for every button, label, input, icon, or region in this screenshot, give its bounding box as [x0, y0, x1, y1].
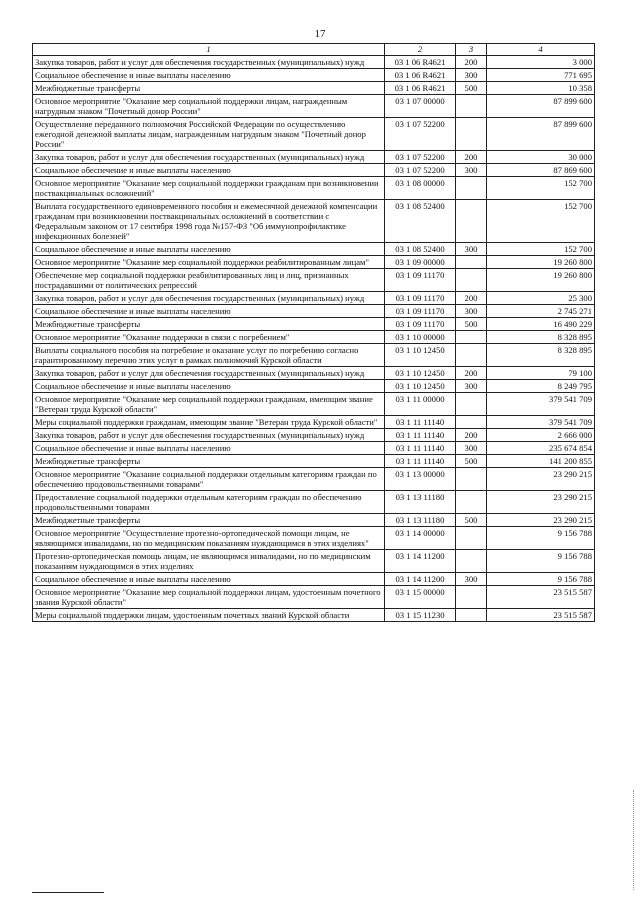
row-name-cell: Протезно-ортопедическая помощь лицам, не являющимся инвалидами, но по медицинским показаниям нуждающимся в этих изделиях	[33, 550, 385, 573]
table-row	[33, 151, 595, 164]
row-amount-cell: 3 000	[487, 56, 595, 69]
row-expense-type-cell	[456, 269, 487, 292]
table-row	[33, 200, 595, 243]
row-name-cell: Закупка товаров, работ и услуг для обеспечения государственных (муниципальных) нужд	[33, 292, 385, 305]
row-code-cell: 03 1 08 52400	[385, 200, 456, 243]
row-amount-cell: 8 328 895	[487, 344, 595, 367]
table-row	[33, 269, 595, 292]
row-expense-type-cell	[456, 416, 487, 429]
table-row	[33, 491, 595, 514]
row-amount-cell: 79 100	[487, 367, 595, 380]
row-amount-cell: 152 700	[487, 200, 595, 243]
row-code-cell: 03 1 07 52200	[385, 151, 456, 164]
table-row	[33, 331, 595, 344]
row-name-cell: Межбюджетные трансферты	[33, 318, 385, 331]
table-row	[33, 56, 595, 69]
row-expense-type-cell: 300	[456, 380, 487, 393]
row-amount-cell: 379 541 709	[487, 416, 595, 429]
row-amount-cell: 23 515 587	[487, 586, 595, 609]
row-name-cell: Межбюджетные трансферты	[33, 455, 385, 468]
row-expense-type-cell	[456, 177, 487, 200]
row-name-cell: Меры социальной поддержки гражданам, имеющим звание "Ветеран труда Курской области"	[33, 416, 385, 429]
row-expense-type-cell: 200	[456, 56, 487, 69]
table-row	[33, 468, 595, 491]
row-name-cell: Закупка товаров, работ и услуг для обеспечения государственных (муниципальных) нужд	[33, 429, 385, 442]
row-amount-cell: 87 869 600	[487, 164, 595, 177]
row-amount-cell: 23 290 215	[487, 491, 595, 514]
table-row	[33, 164, 595, 177]
table-row	[33, 256, 595, 269]
budget-table	[32, 43, 595, 622]
row-name-cell: Межбюджетные трансферты	[33, 514, 385, 527]
row-code-cell: 03 1 09 00000	[385, 256, 456, 269]
table-row	[33, 442, 595, 455]
row-code-cell: 03 1 14 11200	[385, 550, 456, 573]
row-amount-cell: 23 290 215	[487, 468, 595, 491]
row-code-cell: 03 1 11 00000	[385, 393, 456, 416]
row-code-cell: 03 1 10 12450	[385, 380, 456, 393]
row-name-cell: Социальное обеспечение и иные выплаты населению	[33, 164, 385, 177]
row-name-cell: Закупка товаров, работ и услуг для обеспечения государственных (муниципальных) нужд	[33, 367, 385, 380]
row-code-cell: 03 1 14 00000	[385, 527, 456, 550]
row-expense-type-cell: 500	[456, 514, 487, 527]
table-row	[33, 95, 595, 118]
row-expense-type-cell: 300	[456, 164, 487, 177]
table-row	[33, 393, 595, 416]
table-row	[33, 318, 595, 331]
row-expense-type-cell: 300	[456, 69, 487, 82]
row-code-cell: 03 1 11 11140	[385, 442, 456, 455]
row-expense-type-cell	[456, 95, 487, 118]
row-code-cell: 03 1 09 11170	[385, 269, 456, 292]
row-name-cell: Обеспечение мер социальной поддержки реабилитированных лиц и лиц, признанных пострадавшими от политических репрессий	[33, 269, 385, 292]
row-amount-cell: 19 260 800	[487, 256, 595, 269]
table-row	[33, 292, 595, 305]
row-code-cell: 03 1 09 11170	[385, 292, 456, 305]
row-code-cell: 03 1 08 52400	[385, 243, 456, 256]
table-row	[33, 527, 595, 550]
row-expense-type-cell: 500	[456, 455, 487, 468]
table-row	[33, 586, 595, 609]
row-name-cell: Меры социальной поддержки лицам, удостоенным почетных званий Курской области	[33, 609, 385, 622]
row-name-cell: Социальное обеспечение и иные выплаты населению	[33, 573, 385, 586]
row-amount-cell: 379 541 709	[487, 393, 595, 416]
row-expense-type-cell	[456, 491, 487, 514]
column-number-1: 1	[33, 44, 385, 56]
row-expense-type-cell: 200	[456, 429, 487, 442]
row-expense-type-cell: 300	[456, 243, 487, 256]
footnote-divider	[32, 892, 104, 893]
row-amount-cell: 10 358	[487, 82, 595, 95]
row-amount-cell: 23 515 587	[487, 609, 595, 622]
row-code-cell: 03 1 06 R4621	[385, 56, 456, 69]
row-expense-type-cell: 500	[456, 318, 487, 331]
row-expense-type-cell: 200	[456, 151, 487, 164]
row-name-cell: Выплата государственного единовременного пособия и ежемесячной денежной компенсации гражданам при возникновении поствакцинальных осложнений в соответствии с Федеральным законом от 17 сентября 1998 года №157-ФЗ "Об иммунопрофилактике инфекционных болезней"	[33, 200, 385, 243]
table-row	[33, 305, 595, 318]
row-code-cell: 03 1 06 R4621	[385, 69, 456, 82]
row-code-cell: 03 1 08 00000	[385, 177, 456, 200]
row-expense-type-cell: 200	[456, 367, 487, 380]
row-name-cell: Закупка товаров, работ и услуг для обеспечения государственных (муниципальных) нужд	[33, 56, 385, 69]
table-row	[33, 69, 595, 82]
row-amount-cell: 141 200 855	[487, 455, 595, 468]
row-name-cell: Социальное обеспечение и иные выплаты населению	[33, 69, 385, 82]
table-row	[33, 429, 595, 442]
row-amount-cell: 23 290 215	[487, 514, 595, 527]
table-row	[33, 416, 595, 429]
row-code-cell: 03 1 14 11200	[385, 573, 456, 586]
margin-mark	[633, 790, 638, 890]
row-amount-cell: 152 700	[487, 243, 595, 256]
row-code-cell: 03 1 10 12450	[385, 344, 456, 367]
row-amount-cell: 30 000	[487, 151, 595, 164]
row-expense-type-cell	[456, 609, 487, 622]
row-expense-type-cell: 200	[456, 292, 487, 305]
row-amount-cell: 25 300	[487, 292, 595, 305]
row-name-cell: Основное мероприятие "Оказание мер социальной поддержки лицам, удостоенным почетного звания Курской области"	[33, 586, 385, 609]
table-row	[33, 550, 595, 573]
row-expense-type-cell	[456, 256, 487, 269]
row-expense-type-cell	[456, 344, 487, 367]
row-amount-cell: 87 899 600	[487, 118, 595, 151]
row-expense-type-cell	[456, 393, 487, 416]
row-amount-cell: 235 674 854	[487, 442, 595, 455]
row-amount-cell: 9 156 788	[487, 573, 595, 586]
row-code-cell: 03 1 07 52200	[385, 118, 456, 151]
row-code-cell: 03 1 10 00000	[385, 331, 456, 344]
row-name-cell: Предоставление социальной поддержки отдельным категориям граждан по обеспечению продовольственными товарами	[33, 491, 385, 514]
row-code-cell: 03 1 09 11170	[385, 305, 456, 318]
row-code-cell: 03 1 11 11140	[385, 416, 456, 429]
row-expense-type-cell	[456, 468, 487, 491]
column-number-3: 3	[456, 44, 487, 56]
row-amount-cell: 19 260 800	[487, 269, 595, 292]
row-name-cell: Осуществление переданного полномочия Российской Федерации по осуществлению ежегодной денежной выплаты лицам, награжденным нагрудным знаком "Почетный донор России"	[33, 118, 385, 151]
row-amount-cell: 2 745 271	[487, 305, 595, 318]
table-row	[33, 380, 595, 393]
table-row	[33, 609, 595, 622]
row-code-cell: 03 1 15 11230	[385, 609, 456, 622]
row-code-cell: 03 1 13 11180	[385, 491, 456, 514]
row-expense-type-cell: 300	[456, 305, 487, 318]
row-amount-cell: 8 328 895	[487, 331, 595, 344]
row-name-cell: Социальное обеспечение и иные выплаты населению	[33, 305, 385, 318]
row-code-cell: 03 1 07 52200	[385, 164, 456, 177]
row-name-cell: Основное мероприятие "Оказание мер социальной поддержки гражданам, имеющим звание "Ветеран труда Курской области"	[33, 393, 385, 416]
table-row	[33, 82, 595, 95]
row-name-cell: Социальное обеспечение и иные выплаты населению	[33, 442, 385, 455]
row-amount-cell: 9 156 788	[487, 527, 595, 550]
row-expense-type-cell	[456, 527, 487, 550]
row-amount-cell: 771 695	[487, 69, 595, 82]
table-row	[33, 118, 595, 151]
row-code-cell: 03 1 09 11170	[385, 318, 456, 331]
row-expense-type-cell: 300	[456, 442, 487, 455]
row-name-cell: Основное мероприятие "Оказание социальной поддержки отдельным категориям граждан по обеспечению продовольственными товарами"	[33, 468, 385, 491]
column-number-header-row	[33, 44, 595, 56]
table-row	[33, 455, 595, 468]
page-number: 17	[314, 28, 326, 40]
row-expense-type-cell: 300	[456, 573, 487, 586]
row-name-cell: Основное мероприятие "Оказание мер социальной поддержки реабилитированным лицам"	[33, 256, 385, 269]
row-name-cell: Межбюджетные трансферты	[33, 82, 385, 95]
column-number-2: 2	[385, 44, 456, 56]
row-code-cell: 03 1 10 12450	[385, 367, 456, 380]
row-amount-cell: 87 899 600	[487, 95, 595, 118]
row-amount-cell: 152 700	[487, 177, 595, 200]
row-amount-cell: 9 156 788	[487, 550, 595, 573]
row-expense-type-cell	[456, 200, 487, 243]
row-code-cell: 03 1 06 R4621	[385, 82, 456, 95]
row-expense-type-cell: 500	[456, 82, 487, 95]
row-code-cell: 03 1 11 11140	[385, 429, 456, 442]
table-body	[33, 44, 595, 622]
row-name-cell: Выплаты социального пособия на погребение и оказание услуг по погребению согласно гарантированному перечню этих услуг в рамках полномочий Курской области	[33, 344, 385, 367]
column-number-4: 4	[487, 44, 595, 56]
row-expense-type-cell	[456, 550, 487, 573]
row-amount-cell: 2 666 000	[487, 429, 595, 442]
row-name-cell: Основное мероприятие "Оказание мер социальной поддержки лицам, награжденным нагрудным знаком "Почетный донор России"	[33, 95, 385, 118]
row-name-cell: Социальное обеспечение и иные выплаты населению	[33, 380, 385, 393]
row-name-cell: Основное мероприятие "Оказание поддержки в связи с погребением"	[33, 331, 385, 344]
row-name-cell: Основное мероприятие "Осуществление протезно-ортопедической помощи лицам, не являющимся инвалидами, но по медицинским показаниям нуждающимся в этих изделиях"	[33, 527, 385, 550]
row-name-cell: Основное мероприятие "Оказание мер социальной поддержки гражданам при возникновении поствакцинальных осложнений"	[33, 177, 385, 200]
row-name-cell: Закупка товаров, работ и услуг для обеспечения государственных (муниципальных) нужд	[33, 151, 385, 164]
table-row	[33, 573, 595, 586]
table-row	[33, 367, 595, 380]
row-code-cell: 03 1 13 11180	[385, 514, 456, 527]
table-row	[33, 514, 595, 527]
row-code-cell: 03 1 15 00000	[385, 586, 456, 609]
row-code-cell: 03 1 07 00000	[385, 95, 456, 118]
row-expense-type-cell	[456, 586, 487, 609]
table-row	[33, 177, 595, 200]
row-amount-cell: 16 490 229	[487, 318, 595, 331]
row-code-cell: 03 1 13 00000	[385, 468, 456, 491]
table-row	[33, 344, 595, 367]
row-code-cell: 03 1 11 11140	[385, 455, 456, 468]
row-amount-cell: 8 249 795	[487, 380, 595, 393]
row-expense-type-cell	[456, 118, 487, 151]
table-row	[33, 243, 595, 256]
row-expense-type-cell	[456, 331, 487, 344]
row-name-cell: Социальное обеспечение и иные выплаты населению	[33, 243, 385, 256]
